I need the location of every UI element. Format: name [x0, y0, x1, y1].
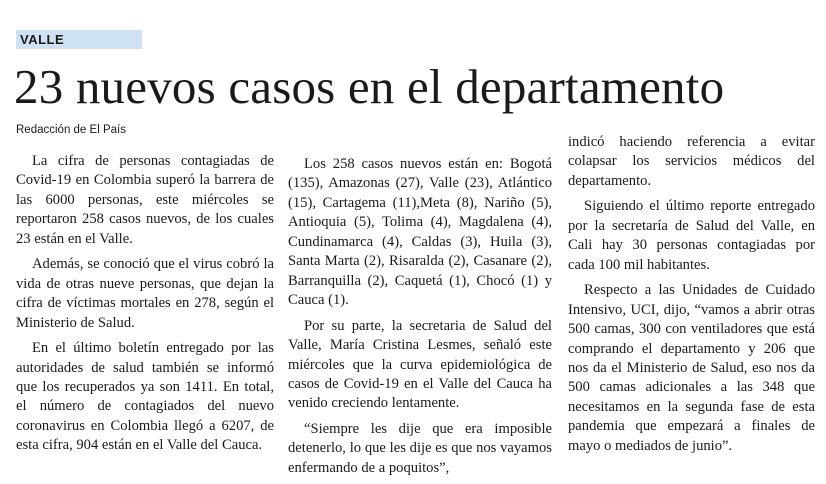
paragraph-continuation: indicó haciendo referencia a evitar colapsar los servicios médicos del departamento. — [568, 134, 815, 189]
paragraph: Por su parte, la secretaria de Salud del Valle, María Cristina Lesmes, señaló este miércoles que la curva epidemiológica de casos de Covid-19 en el Valle del Cauca ha venido creciendo lentamente. — [288, 317, 552, 412]
byline: Redacción de El País — [16, 124, 126, 136]
article-column-2 — [288, 155, 552, 484]
paragraph: La cifra de personas contagiadas de Covid-19 en Colombia superó la barrera de las 6000 personas, este miércoles se reportaron 258 casos nuevos, de los cuales 23 están en el Valle. — [16, 153, 274, 247]
section-tag: VALLE — [16, 30, 142, 49]
paragraph: Siguiendo el último reporte entregado por la secretaría de Salud del Valle, en Cali hay 30 personas contagiadas por cada 100 mil habitantes. — [568, 198, 815, 273]
paragraph: En el último boletín entregado por las autoridades de salud también se informó que los recuperados ya son 1411. En total, el número de contagiados del nuevo coronavirus en Colombia llegó a 6207, de esta cifra, 904 están en el Valle del Cauca. — [16, 340, 274, 454]
article-column-3 — [568, 133, 815, 462]
paragraph: Además, se conoció que el virus cobró la vida de otras nueve personas, que dejan la cifra de víctimas mortales en 278, según el Ministerio de Salud. — [16, 256, 274, 331]
paragraph: Los 258 casos nuevos están en: Bogotá (135), Amazonas (27), Valle (23), Atlántico (15), Cartagema (11),Meta (8), Nariño (5), Antioquia (5), Tolima (4), Magdalena (4), Cundinamarca (4), Caldas (3), Huila (3), Santa Marta (2), Risaralda (2), Casanare (2), Barranquilla (2), Caquetá (1), Chocó (1) y Cauca (1). — [288, 156, 552, 309]
article-column-1 — [16, 152, 274, 462]
paragraph: “Siempre les dije que era imposible detenerlo, lo que les dije es que nos vayamos enfermando de a poquitos”, — [288, 420, 552, 476]
headline: 23 nuevos casos en el departamento — [14, 59, 725, 114]
paragraph: Respecto a las Unidades de Cuidado Intensivo, UCI, dijo, “vamos a abrir otras 500 camas, 300 con ventiladores que está comprando el departamento y 206 que nos da el Ministerio de Salud, eso nos da 500 camas adicionales a las 348 que necesitamos en la segunda fase de esta pandemia que empezará a finales de mayo o mediados de junio”. — [568, 282, 815, 454]
